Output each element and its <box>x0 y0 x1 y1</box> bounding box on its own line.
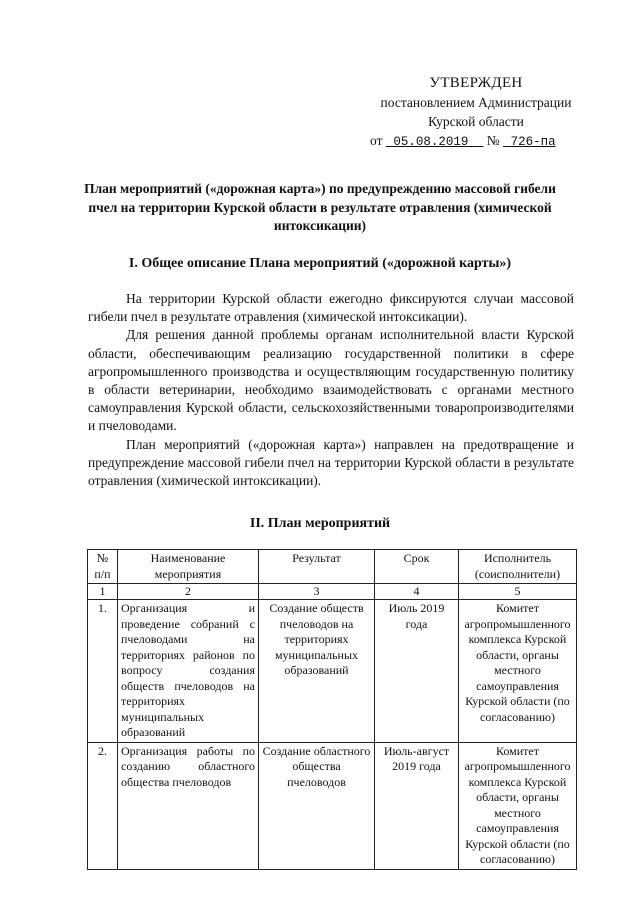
header-num: № п/п <box>88 550 118 584</box>
column-number: 2 <box>118 584 259 600</box>
column-number: 3 <box>259 584 375 600</box>
header-name: Наименование мероприятия <box>118 550 259 584</box>
row-name: Организация работы по созданию областного общества пчеловодов <box>118 742 259 869</box>
row-executor: Комитет агропромышленного комплекса Курской области, органы местного самоуправления Курской области (по согласованию) <box>459 600 577 743</box>
row-executor: Комитет агропромышленного комплекса Курской области, органы местного самоуправления Курской области (по согласованию) <box>459 742 577 869</box>
row-term: Июль-август 2019 года <box>375 742 459 869</box>
header-result: Результат <box>259 550 375 584</box>
section-2-heading: II. План мероприятий <box>249 516 391 531</box>
column-number: 1 <box>88 584 118 600</box>
column-number: 4 <box>375 584 459 600</box>
document-title: План мероприятий («дорожная карта») по предупреждению массовой гибели пчел на территории Курской области в результате отравления (химической интоксикации) <box>84 181 556 233</box>
approval-date-number <box>356 131 596 152</box>
header-executor: Исполнитель (соисполнители) <box>459 550 577 584</box>
number-prefix: № <box>486 133 500 148</box>
paragraph-3: План мероприятий («дорожная карта») направлен на предотвращение и предупреждение массовой гибели пчел на территории Курской области в результате отравления (химической интоксикации). <box>88 436 574 489</box>
table-header-row <box>88 550 577 584</box>
paragraph-2: Для решения данной проблемы органам исполнительной власти Курской области, обеспечивающим реализацию государственной политики в сфере агропромышленного производства и осуществляющим государственную политику в области ветеринарии, необходимо взаимодействовать с органами местного самоуправления Курской области, сельскохозяйственными товаропроизводителями и пчеловодами. <box>88 327 574 434</box>
table-row <box>88 600 577 743</box>
row-result: Создание областного общества пчеловодов <box>259 742 375 869</box>
paragraph-1: На территории Курской области ежегодно фиксируются случаи массовой гибели пчел в результате отравления (химической интоксикации). <box>88 291 574 325</box>
approval-line-1: постановлением Администрации <box>380 95 572 110</box>
row-number: 1. <box>88 600 118 743</box>
plan-table <box>87 549 577 870</box>
approval-number: 726-па <box>510 135 556 149</box>
approval-line-2: Курской области <box>428 114 524 129</box>
column-number: 5 <box>459 584 577 600</box>
date-prefix: от <box>370 133 383 148</box>
header-term: Срок <box>375 550 459 584</box>
approval-stamp <box>356 74 596 152</box>
approval-date: 05.08.2019 <box>393 135 469 149</box>
approval-title: УТВЕРЖДЕН <box>429 75 523 91</box>
row-number: 2. <box>88 742 118 869</box>
table-row <box>88 742 577 869</box>
row-term: Июль 2019 года <box>375 600 459 743</box>
row-result: Создание обществ пчеловодов на территориях муниципальных образований <box>259 600 375 743</box>
section-1-body <box>88 290 574 490</box>
row-name: Организация и проведение собраний с пчеловодами на территориях районов по вопросу создания обществ пчеловодов на территориях муниципальных образований <box>118 600 259 743</box>
section-1-heading: I. Общее описание Плана мероприятий («дорожной карты») <box>128 256 512 271</box>
column-number-row <box>88 584 577 600</box>
